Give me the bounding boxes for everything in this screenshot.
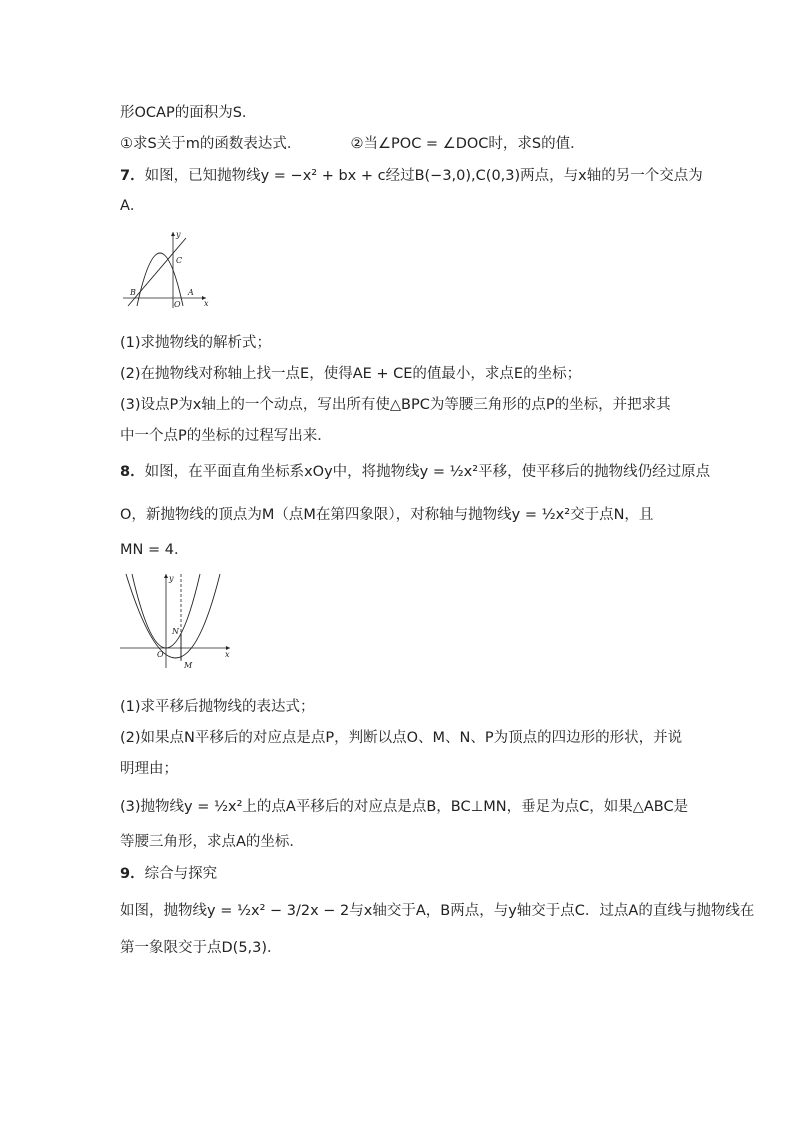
question-9-stem-cont xyxy=(120,938,282,958)
q8-part-1-text: (1)求平移后抛物线的表达式； xyxy=(120,699,315,715)
question-8-text-cont: O，新抛物线的顶点为M（点M在第四象限），对称轴与抛物线y = ½x²交于点N，且 xyxy=(120,507,654,523)
question-8-text-cont-2: MN = 4． xyxy=(120,542,189,558)
q8-part-2-text: (2)如果点N平移后的对应点是点P，判断以点O、M、N、P为顶点的四边形的形状，并说 xyxy=(120,730,683,746)
question-7-stem-cont xyxy=(120,196,144,216)
question-7-text: 如图，已知抛物线y = −x² + bx + c经过B(−3,0),C(0,3)两点，与x轴的另一个交点为 xyxy=(144,168,703,184)
text-line-area xyxy=(120,103,256,123)
question-9-heading xyxy=(120,864,217,884)
question-8-stem xyxy=(120,462,710,482)
question-9-text-cont: 第一象限交于点D(5,3)． xyxy=(120,940,282,956)
question-8-part-3-cont xyxy=(120,832,304,852)
question-7-part-3-cont xyxy=(120,426,332,446)
q8-part-3-text-cont: 等腰三角形，求点A的坐标． xyxy=(120,834,304,850)
question-8-part-3 xyxy=(120,797,688,817)
question-9-text: 如图，抛物线y = ½x² − 3/2x − 2与x轴交于A，B两点，与y轴交于点C．过点A的直线与抛物线在 xyxy=(120,903,755,919)
label-n: N xyxy=(172,627,179,636)
label-y: y xyxy=(176,230,181,239)
line-bc xyxy=(128,238,186,306)
question-7-part-3 xyxy=(120,395,671,415)
question-9-title: 综合与探究 xyxy=(144,866,218,882)
figure-7-parabola xyxy=(118,228,212,312)
label-m: M xyxy=(184,661,193,670)
label-a: A xyxy=(188,288,194,297)
question-8-stem-cont xyxy=(120,505,653,525)
label-y: y xyxy=(169,574,174,583)
label-b: B xyxy=(130,288,136,297)
question-9-stem xyxy=(120,901,754,921)
label-x: x xyxy=(225,650,230,659)
subquestion-1: ①求S关于m的函数表达式． xyxy=(120,136,302,152)
question-8-number: 8． xyxy=(120,464,145,480)
question-7-text-cont: A． xyxy=(120,198,145,214)
q7-part-3-text-cont: 中一个点P的坐标的过程写出来． xyxy=(120,428,332,444)
y-axis-arrow-icon xyxy=(164,574,168,578)
label-c: C xyxy=(176,256,183,265)
question-9-number: 9． xyxy=(120,866,145,882)
question-8-part-2 xyxy=(120,728,682,748)
q7-part-3-text: (3)设点P为x轴上的一个动点，写出所有使△BPC为等腰三角形的点P的坐标，并把求其 xyxy=(120,397,671,413)
area-statement: 形OCAP的面积为S． xyxy=(120,105,257,121)
q8-part-2-text-cont: 明理由； xyxy=(120,761,178,777)
question-8-text: 如图，在平面直角坐标系xOy中，将抛物线y = ½x²平移，使平移后的抛物线仍经过原点 xyxy=(144,464,711,480)
question-7-part-2 xyxy=(120,364,581,384)
label-x: x xyxy=(204,299,209,308)
question-7-number: 7． xyxy=(120,168,145,184)
question-7-part-1 xyxy=(120,333,271,353)
text-line-subquestions xyxy=(120,134,585,154)
q8-part-3-text: (3)抛物线y = ½x²上的点A平移后的对应点是点B，BC⊥MN，垂足为点C，如果△ABC是 xyxy=(120,799,689,815)
question-8-part-1 xyxy=(120,697,315,717)
q7-part-2-text: (2)在抛物线对称轴上找一点E，使得AE + CE的值最小，求点E的坐标； xyxy=(120,366,582,382)
question-8-part-2-cont xyxy=(120,759,178,779)
question-7-stem xyxy=(120,166,703,186)
q7-part-1-text: (1)求抛物线的解析式； xyxy=(120,335,272,351)
figure-8-parabolas xyxy=(118,570,234,670)
y-axis-arrow-icon xyxy=(171,232,175,236)
question-8-stem-cont-2 xyxy=(120,540,188,560)
label-o: O xyxy=(174,300,181,309)
subquestion-2: ②当∠POC = ∠DOC时，求S的值． xyxy=(350,136,585,152)
label-o: O xyxy=(157,650,164,659)
